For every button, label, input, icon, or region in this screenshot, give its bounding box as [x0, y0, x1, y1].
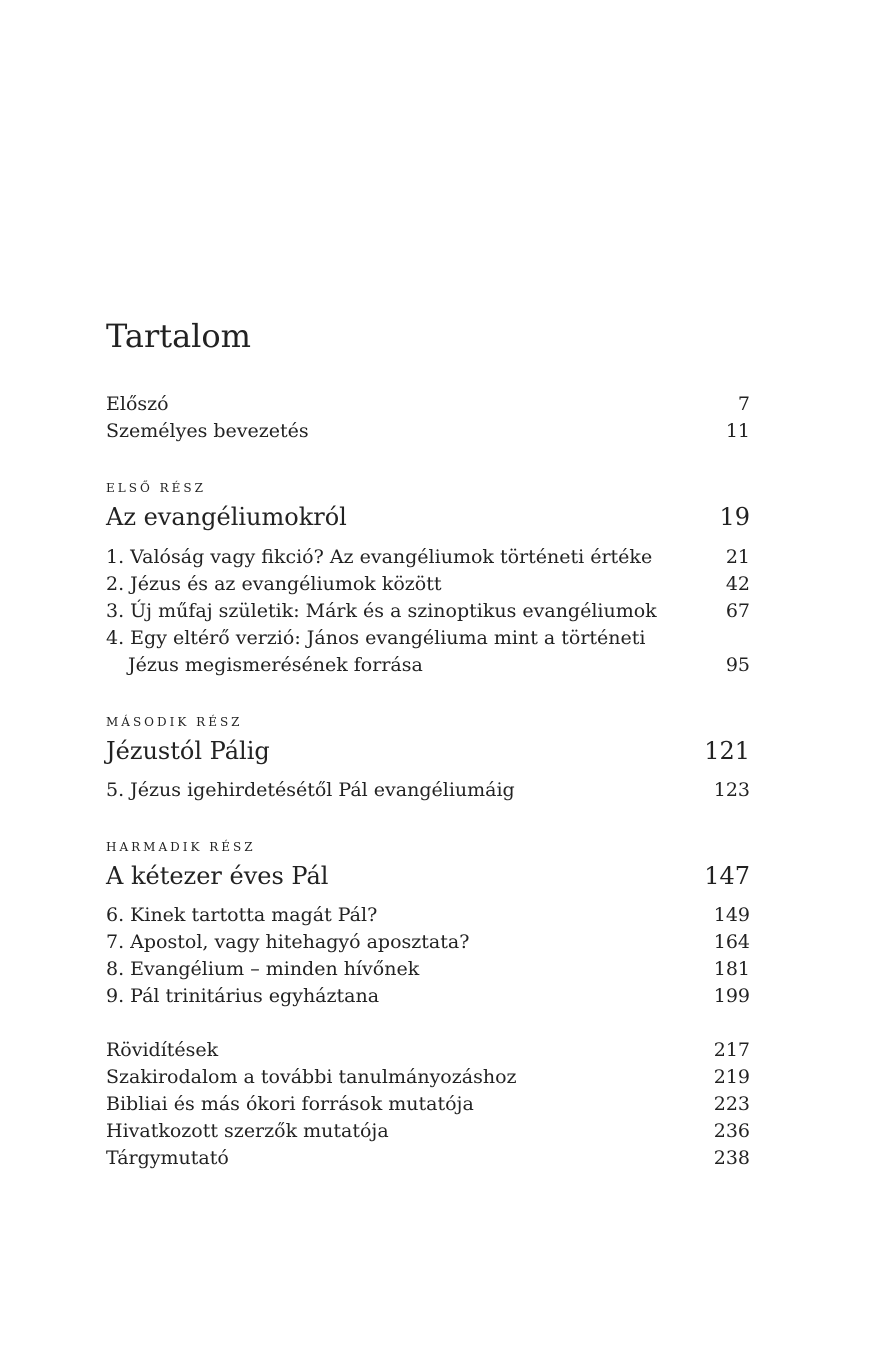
entry-page: 238: [713, 1147, 750, 1169]
entry-label: Tárgymutató: [106, 1147, 229, 1169]
entry-page: 199: [713, 985, 750, 1007]
entry-label: 8. Evangélium – minden hívőnek: [106, 958, 420, 980]
entry-page: 67: [725, 600, 750, 622]
entry-label: Rövidítések: [106, 1039, 219, 1061]
entry-label: 5. Jézus igehirdetésétől Pál evangéliumáig: [106, 779, 515, 801]
entry-label: Szakirodalom a további tanulmányozáshoz: [106, 1066, 517, 1088]
toc-entry-back[interactable]: [106, 1118, 750, 1145]
part-title-text: A kétezer éves Pál: [106, 862, 329, 890]
part-label: HARMADIK RÉSZ: [106, 840, 256, 854]
toc-entry-chapter[interactable]: [106, 983, 750, 1010]
entry-label: 1. Valóság vagy fikció? Az evangéliumok történeti értéke: [106, 546, 653, 568]
entry-page: 223: [713, 1093, 750, 1115]
toc-entry-chapter[interactable]: [106, 777, 750, 804]
entry-page: 217: [713, 1039, 750, 1061]
entry-label: 4. Egy eltérő verzió: János evangéliuma mint a történeti: [106, 627, 646, 649]
entry-label: Hivatkozott szerzők mutatója: [106, 1120, 389, 1142]
part-title-text: Az evangéliumokról: [106, 503, 347, 531]
entry-page: 95: [725, 654, 750, 676]
toc-entry-chapter[interactable]: [106, 956, 750, 983]
toc-entry-chapter-continued[interactable]: [106, 652, 750, 679]
entry-page: 11: [725, 420, 750, 442]
toc-entry-chapter[interactable]: [106, 625, 750, 652]
part-label: MÁSODIK RÉSZ: [106, 715, 243, 729]
toc-entry-chapter[interactable]: [106, 902, 750, 929]
part-page: 147: [704, 862, 750, 890]
entry-label: Előszó: [106, 393, 169, 415]
part-title[interactable]: [106, 860, 750, 892]
part-title[interactable]: [106, 735, 750, 767]
toc-entry-chapter[interactable]: [106, 544, 750, 571]
entry-label: 3. Új műfaj születik: Márk és a szinoptikus evangéliumok: [106, 600, 657, 622]
toc-entry-back[interactable]: [106, 1064, 750, 1091]
entry-page: 7: [737, 393, 750, 415]
part-label: ELSŐ RÉSZ: [106, 481, 206, 495]
toc-entry-chapter[interactable]: [106, 929, 750, 956]
entry-page: 236: [713, 1120, 750, 1142]
entry-label: 2. Jézus és az evangéliumok között: [106, 573, 442, 595]
entry-page: 164: [713, 931, 750, 953]
entry-label: 9. Pál trinitárius egyháztana: [106, 985, 380, 1007]
toc-entry-back[interactable]: [106, 1037, 750, 1064]
entry-label: 6. Kinek tartotta magát Pál?: [106, 904, 378, 926]
toc-entry-introduction[interactable]: [106, 418, 750, 445]
toc-entry-chapter[interactable]: [106, 571, 750, 598]
entry-page: 219: [713, 1066, 750, 1088]
page-title: Tartalom: [106, 317, 252, 355]
entry-page: 42: [725, 573, 750, 595]
entry-page: 21: [725, 546, 750, 568]
part-page: 19: [719, 503, 750, 531]
entry-page: 123: [713, 779, 750, 801]
entry-label: 7. Apostol, vagy hitehagyó aposztata?: [106, 931, 470, 953]
toc-entry-foreword[interactable]: [106, 391, 750, 418]
part-title-text: Jézustól Pálig: [106, 737, 270, 765]
entry-page: 149: [713, 904, 750, 926]
toc-entry-back[interactable]: [106, 1091, 750, 1118]
entry-label-continued: Jézus megismerésének forrása: [128, 654, 423, 676]
part-title[interactable]: [106, 501, 750, 533]
toc-entry-chapter[interactable]: [106, 598, 750, 625]
entry-label: Személyes bevezetés: [106, 420, 309, 442]
part-page: 121: [704, 737, 750, 765]
entry-page: 181: [713, 958, 750, 980]
toc-entry-back[interactable]: [106, 1145, 750, 1172]
entry-label: Bibliai és más ókori források mutatója: [106, 1093, 474, 1115]
